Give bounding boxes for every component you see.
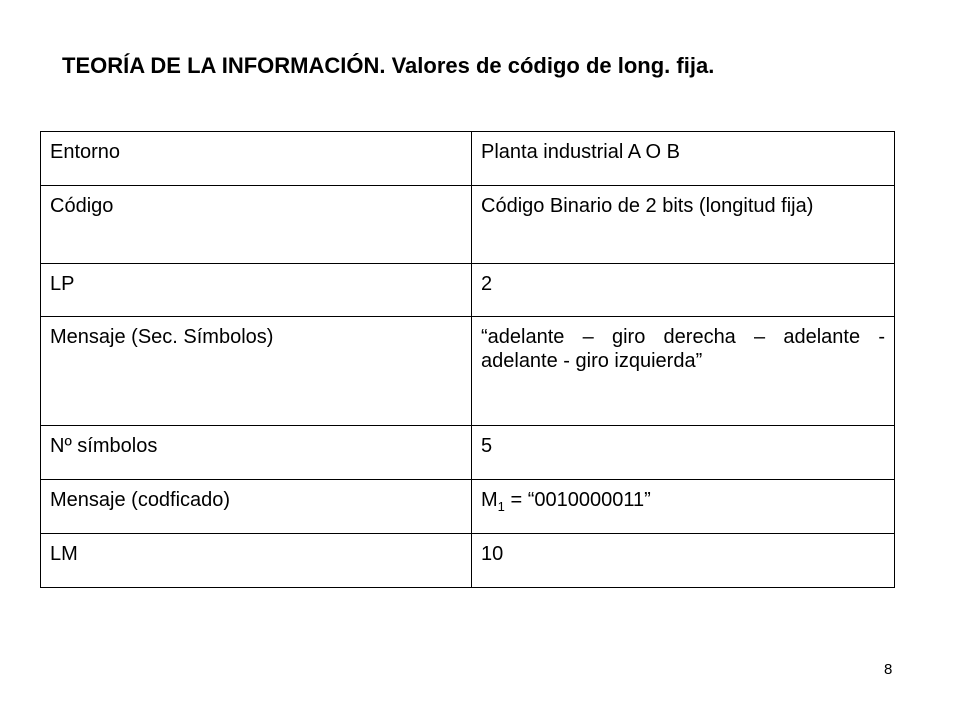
row-value: 5 (472, 426, 895, 480)
encoded-message-symbol: M (481, 489, 498, 511)
table-row (41, 534, 895, 588)
table-row (41, 426, 895, 480)
encoded-message-value: = “0010000011” (504, 489, 651, 511)
table-row (41, 132, 895, 186)
row-value: Código Binario de 2 bits (longitud fija) (472, 186, 895, 264)
row-label: Entorno (41, 132, 472, 186)
row-label: Mensaje (codficado) (41, 480, 472, 534)
table-row (41, 317, 895, 426)
row-value-encoded (472, 480, 895, 534)
encoded-message-subscript: 1 (497, 499, 505, 514)
table-row (41, 186, 895, 264)
row-label: Código (41, 186, 472, 264)
row-value: Planta industrial A O B (472, 132, 895, 186)
table-row (41, 480, 895, 534)
slide-title: TEORÍA DE LA INFORMACIÓN. Valores de código de long. fija. (62, 53, 715, 78)
row-value: 10 (472, 534, 895, 588)
row-label: Mensaje (Sec. Símbolos) (41, 317, 472, 426)
row-value: 2 (472, 264, 895, 317)
row-label: LM (41, 534, 472, 588)
row-value: “adelante – giro derecha – adelante - adelante - giro izquierda” (472, 317, 895, 426)
row-label: LP (41, 264, 472, 317)
row-label: Nº símbolos (41, 426, 472, 480)
table-row (41, 264, 895, 317)
info-table (40, 131, 895, 588)
page-number: 8 (884, 661, 893, 678)
